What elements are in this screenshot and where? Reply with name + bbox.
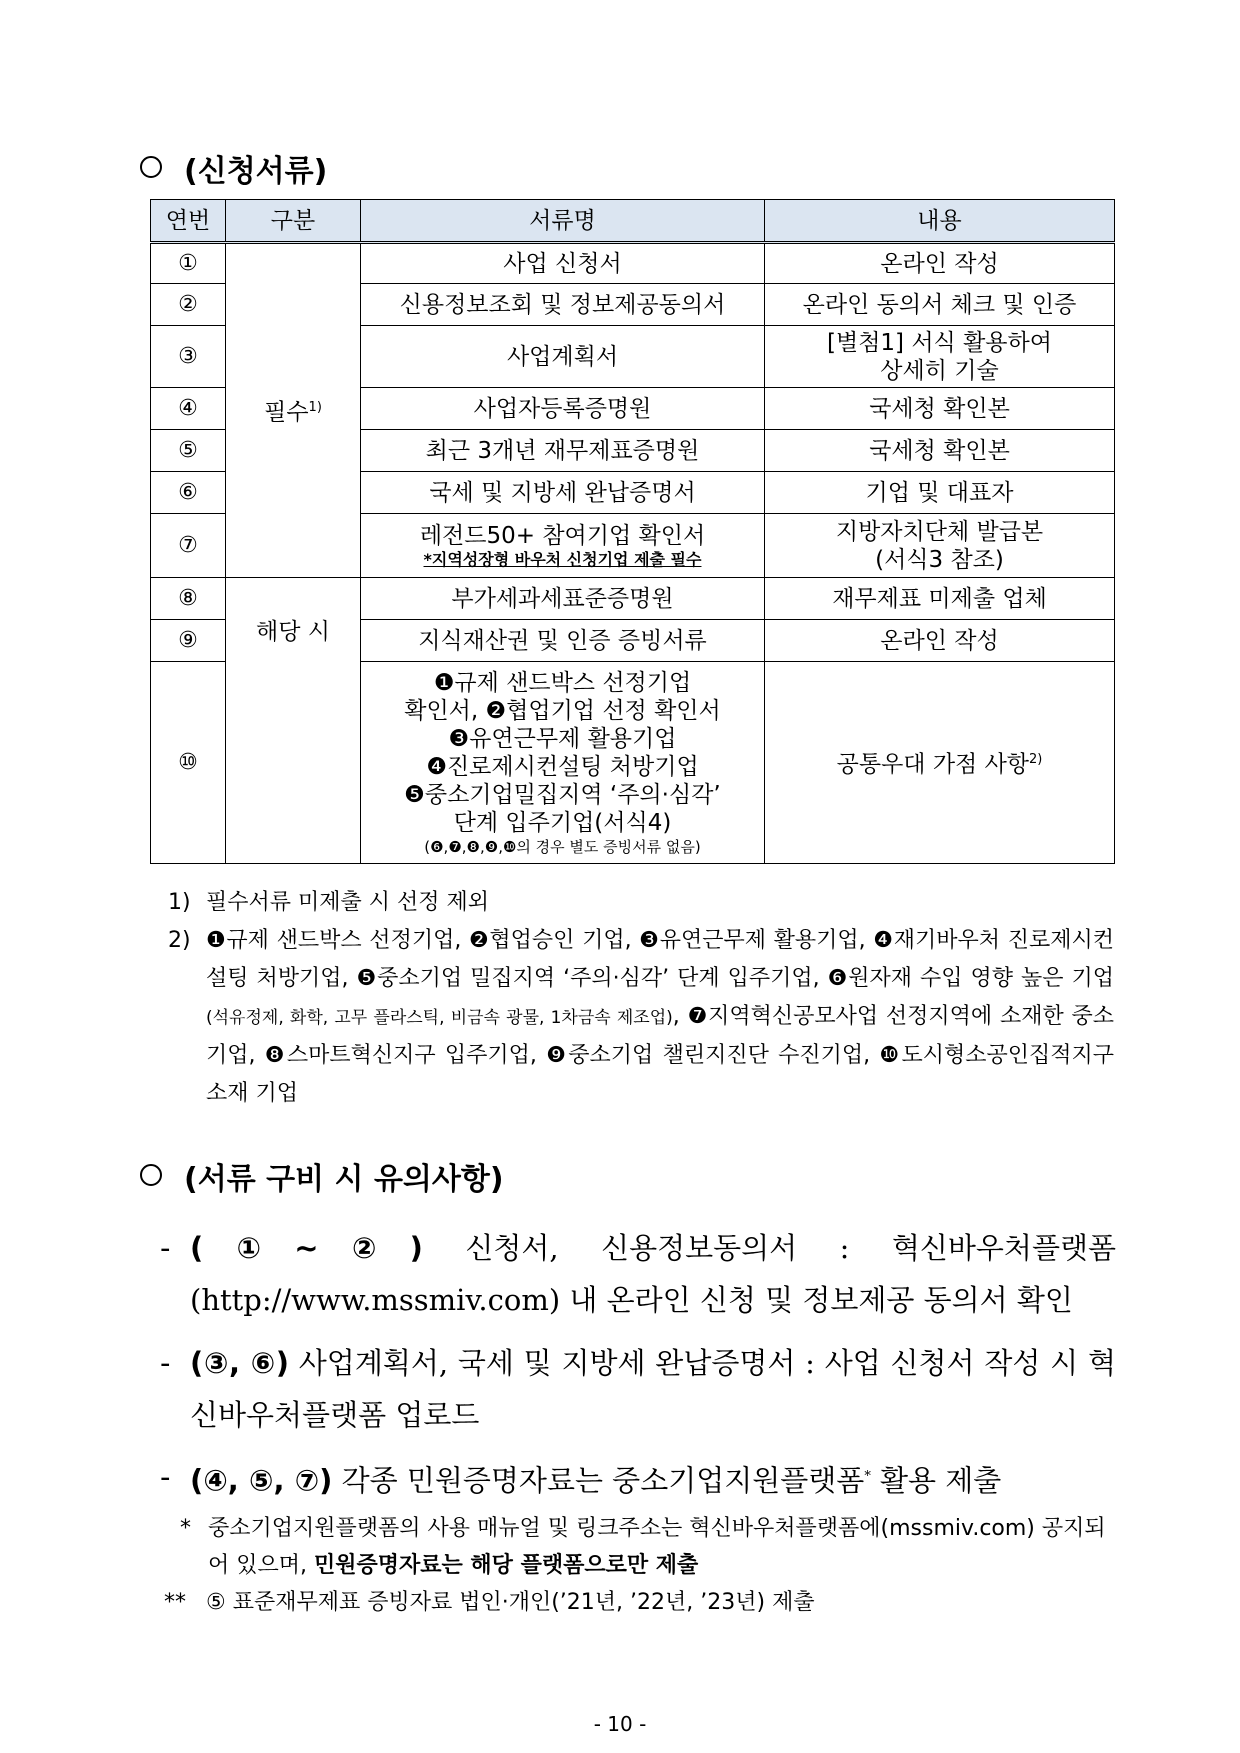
doc-name: 사업 신청서 [361, 243, 765, 284]
doc-content: [별첨1] 서식 활용하여 상세히 기술 [765, 326, 1115, 388]
row-number: ② [151, 284, 226, 326]
row-number: ④ [151, 388, 226, 430]
doc-name: 사업계획서 [361, 326, 765, 388]
footnotes [168, 884, 1114, 1113]
documents-table [150, 199, 1115, 864]
row-number: ⑤ [151, 430, 226, 472]
doc-content: 기업 및 대표자 [765, 472, 1115, 514]
row-number: ⑨ [151, 620, 226, 662]
section-title-notes: (서류 구비 시 유의사항) [140, 1154, 504, 1198]
footnote-1: 1) 필수서류 미제출 시 선정 제외 [168, 890, 489, 915]
page-number: - 10 - [593, 1712, 647, 1736]
row-number: ⑩ [151, 662, 226, 864]
doc-name: ❶규제 샌드박스 선정기업 확인서, ❷협업기업 선정 확인서 ❸유연근무제 활용기업 ❹진로제시컨설팅 처방기업 ❺중소기업밀집지역 ‘주의·심각’ 단계 입주기업(서식4) (❻,❼,❽,❾,❿의 경우 별도 증빙서류 없음) [361, 662, 765, 864]
doc-name: 국세 및 지방세 완납증명서 [361, 472, 765, 514]
row-number: ① [151, 243, 226, 284]
table-header-row [151, 200, 1115, 243]
doc-content: 지방자치단체 발급본 (서식3 참조) [765, 514, 1115, 578]
subnote-star-1: * 중소기업지원플랫폼의 사용 매뉴얼 및 링크주소는 혁신바우처플랫폼에(mssmiv.com) 공지되어 있으며, 민원증명자료는 해당 플랫폼으로만 제출 [180, 1516, 1106, 1578]
doc-name: 부가세과세표준증명원 [361, 578, 765, 620]
doc-content: 재무제표 미제출 업체 [765, 578, 1115, 620]
doc-small-note: (❻,❼,❽,❾,❿의 경우 별도 증빙서류 없음) [424, 837, 701, 856]
footnote-2: 2) ❶규제 샌드박스 선정기업, ❷협업승인 기업, ❸유연근무제 활용기업, ❹재기바우처 진로제시컨설팅 처방기업, ❺중소기업 밀집지역 ‘주의·심각’ 단계 입주기업, ❻원자재 수입 영향 높은 기업(석유정제, 화학, 고무 플라스틱, 비금속 광물, 1차금속 제조업), ❼지역혁신공모사업 선정지역에 소재한 중소기업, ❽스마트혁신지구 입주기업, ❾중소기업 챌린지진단 수진기업, ❿도시형소공인집적지구 소재 기업 [168, 928, 1114, 1106]
row-number: ⑦ [151, 514, 226, 578]
note-item-1: - (①~②) 신청서, 신용정보동의서 : 혁신바우처플랫폼(http://www.mssmiv.com) 내 온라인 신청 및 정보제공 동의서 확인 [160, 1231, 1116, 1317]
header-cell: 서류명 [361, 200, 765, 243]
table-row [151, 578, 1115, 620]
doc-name: 레전드50+ 참여기업 확인서 *지역성장형 바우처 신청기업 제출 필수 [361, 514, 765, 578]
subnote-star-2: ** ⑤ 표준재무제표 증빙자료 법인·개인(’21년, ’22년, ’23년) 제출 [164, 1590, 815, 1615]
row-number: ③ [151, 326, 226, 388]
doc-content: 국세청 확인본 [765, 388, 1115, 430]
table-row [151, 243, 1115, 284]
doc-note: *지역성장형 바우처 신청기업 제출 필수 [423, 549, 702, 569]
note-item-3: - (④, ⑤, ⑦) 각종 민원증명자료는 중소기업지원플랫폼* 활용 제출 [160, 1460, 1002, 1498]
doc-name: 최근 3개년 재무제표증명원 [361, 430, 765, 472]
doc-content: 온라인 작성 [765, 243, 1115, 284]
doc-name: 지식재산권 및 인증 증빙서류 [361, 620, 765, 662]
subnotes [164, 1510, 1120, 1621]
doc-name: 신용정보조회 및 정보제공동의서 [361, 284, 765, 326]
circle-bullet-icon [140, 1164, 162, 1186]
doc-content: 온라인 동의서 체크 및 인증 [765, 284, 1115, 326]
doc-content: 국세청 확인본 [765, 430, 1115, 472]
category-optional: 해당 시 [226, 578, 361, 864]
row-number: ⑧ [151, 578, 226, 620]
header-cell: 연번 [151, 200, 226, 243]
header-cell: 내용 [765, 200, 1115, 243]
doc-name: 사업자등록증명원 [361, 388, 765, 430]
header-cell: 구분 [226, 200, 361, 243]
note-item-2: - (③, ⑥) 사업계획서, 국세 및 지방세 완납증명서 : 사업 신청서 작성 시 혁신바우처플랫폼 업로드 [160, 1346, 1116, 1432]
doc-content: 온라인 작성 [765, 620, 1115, 662]
circle-bullet-icon [140, 156, 162, 178]
row-number: ⑥ [151, 472, 226, 514]
section-title-application-docs: (신청서류) [140, 146, 327, 190]
category-required: 필수$^{1)}$ [226, 243, 361, 578]
doc-content: 공통우대 가점 사항$^{2)}$ [765, 662, 1115, 864]
